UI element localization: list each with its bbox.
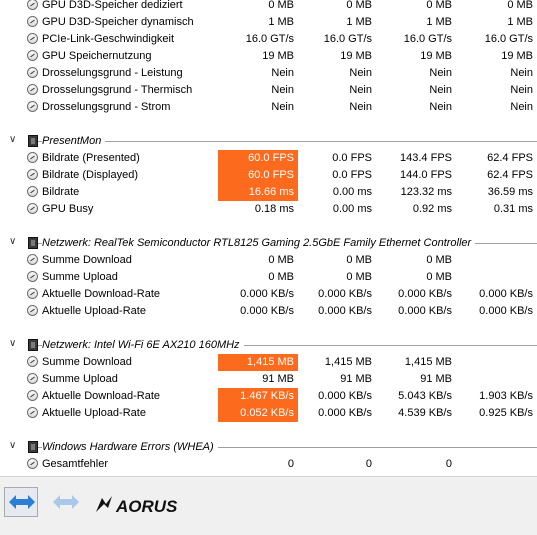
value-max: 0 xyxy=(445,458,452,470)
sensor-row[interactable] xyxy=(0,388,537,405)
gauge-icon xyxy=(27,373,38,384)
sensor-row[interactable] xyxy=(0,31,537,48)
double-arrow-icon xyxy=(52,493,80,511)
value-max: 0.000 KB/s xyxy=(398,305,452,317)
value-min: 0 MB xyxy=(346,254,372,266)
sensor-label: Drosselungsgrund - Strom xyxy=(42,101,171,113)
group-title-wrap xyxy=(42,133,105,150)
group-separator xyxy=(35,141,537,142)
value-max: 1,415 MB xyxy=(404,356,452,368)
value-max: 123.32 ms xyxy=(400,186,452,198)
value-current: 60.0 FPS xyxy=(218,150,298,167)
sensor-row[interactable] xyxy=(0,269,537,286)
chip-icon xyxy=(28,339,38,351)
value-max: 0 MB xyxy=(426,0,452,11)
double-arrow-icon xyxy=(8,493,36,511)
value-current: 91 MB xyxy=(262,373,294,385)
gauge-icon xyxy=(27,0,38,10)
chevron-down-icon[interactable]: ∨ xyxy=(9,236,17,247)
sensor-row[interactable] xyxy=(0,405,537,422)
gauge-icon xyxy=(27,271,38,282)
value-avg xyxy=(458,252,537,269)
gauge-icon xyxy=(27,169,38,180)
value-avg: 0.925 KB/s xyxy=(479,407,533,419)
gauge-icon xyxy=(27,254,38,265)
sensor-label: GPU D3D-Speicher dynamisch xyxy=(42,16,194,28)
value-current: 1,415 MB xyxy=(218,354,298,371)
status-bar xyxy=(0,476,537,535)
value-max: 0.92 ms xyxy=(412,203,452,215)
sensor-row[interactable] xyxy=(0,286,537,303)
sensor-group-header[interactable] xyxy=(0,235,537,252)
value-avg: 16.0 GT/s xyxy=(484,33,533,45)
sensor-row[interactable] xyxy=(0,65,537,82)
value-current: 0.000 KB/s xyxy=(240,305,294,317)
group-title-wrap xyxy=(42,439,218,456)
value-max: 0 MB xyxy=(426,254,452,266)
gauge-icon xyxy=(27,458,38,469)
value-max: 5.043 KB/s xyxy=(398,390,452,402)
sensor-label: Aktuelle Download-Rate xyxy=(42,288,161,300)
value-avg: 1.903 KB/s xyxy=(479,390,533,402)
value-avg: 36.59 ms xyxy=(487,186,533,198)
sensor-label: GPU Speichernutzung xyxy=(42,50,152,62)
gauge-icon xyxy=(27,50,38,61)
chevron-down-icon[interactable]: ∨ xyxy=(9,338,17,349)
gauge-icon xyxy=(27,305,38,316)
value-min: 0.00 ms xyxy=(332,203,372,215)
sensor-label: Summe Download xyxy=(42,356,132,368)
value-current: 16.66 ms xyxy=(218,184,298,201)
value-avg xyxy=(458,371,537,388)
value-current: 60.0 FPS xyxy=(218,167,298,184)
sensor-label: Aktuelle Upload-Rate xyxy=(42,407,146,419)
group-title: Netzwerk: Intel Wi-Fi 6E AX210 160MHz xyxy=(42,339,240,351)
value-avg xyxy=(458,354,537,371)
value-min: 16.0 GT/s xyxy=(323,33,372,45)
value-min: 19 MB xyxy=(340,50,372,62)
value-avg: 0.000 KB/s xyxy=(479,288,533,300)
sensor-label: Aktuelle Upload-Rate xyxy=(42,305,146,317)
gauge-icon xyxy=(27,186,38,197)
value-avg: 0 MB xyxy=(507,0,533,11)
value-max: 0 MB xyxy=(426,271,452,283)
aorus-logo xyxy=(94,494,190,521)
sensor-row[interactable] xyxy=(0,150,537,167)
value-avg xyxy=(458,269,537,286)
gauge-icon xyxy=(27,356,38,367)
value-avg: 0.000 KB/s xyxy=(479,305,533,317)
sensor-label: Summe Download xyxy=(42,254,132,266)
sensor-group-header[interactable] xyxy=(0,337,537,354)
sensor-label: PCIe-Link-Geschwindigkeit xyxy=(42,33,175,45)
value-min: Nein xyxy=(349,67,372,79)
value-max: Nein xyxy=(429,67,452,79)
gauge-icon xyxy=(27,67,38,78)
group-title-wrap xyxy=(42,337,244,354)
value-avg: Nein xyxy=(510,67,533,79)
sensor-row[interactable] xyxy=(0,184,537,201)
value-max: 16.0 GT/s xyxy=(403,33,452,45)
sensor-label: Bildrate (Presented) xyxy=(42,152,140,164)
sensor-row[interactable] xyxy=(0,456,537,473)
value-min: 0.000 KB/s xyxy=(318,390,372,402)
value-avg: 0.31 ms xyxy=(493,203,533,215)
sensor-row[interactable] xyxy=(0,82,537,99)
aorus-eagle-icon xyxy=(94,494,190,518)
sensor-label: GPU D3D-Speicher dediziert xyxy=(42,0,183,11)
chevron-down-icon[interactable]: ∨ xyxy=(9,440,17,451)
sensor-label: Summe Upload xyxy=(42,271,118,283)
value-min: 0.0 FPS xyxy=(332,152,372,164)
gauge-icon xyxy=(27,390,38,401)
value-current: 1 MB xyxy=(268,16,294,28)
value-max: 4.539 KB/s xyxy=(398,407,452,419)
value-max: 1 MB xyxy=(426,16,452,28)
value-max: 91 MB xyxy=(420,373,452,385)
sensor-row[interactable] xyxy=(0,14,537,31)
navigate-button-disabled[interactable] xyxy=(48,487,82,517)
value-avg: 19 MB xyxy=(501,50,533,62)
sensor-group-header[interactable] xyxy=(0,133,537,150)
value-current: Nein xyxy=(271,84,294,96)
value-current: Nein xyxy=(271,101,294,113)
sensor-row[interactable] xyxy=(0,0,537,14)
value-min: Nein xyxy=(349,101,372,113)
chip-icon xyxy=(28,441,38,453)
sensor-label: Drosselungsgrund - Leistung xyxy=(42,67,183,79)
sensor-label: GPU Busy xyxy=(42,203,94,215)
sensor-label: Bildrate xyxy=(42,186,80,198)
value-current: 19 MB xyxy=(262,50,294,62)
value-max: 144.0 FPS xyxy=(400,169,452,181)
value-min: 0 MB xyxy=(346,271,372,283)
sensor-row[interactable] xyxy=(0,167,537,184)
value-current: Nein xyxy=(271,67,294,79)
value-avg: 62.4 FPS xyxy=(487,169,533,181)
value-current: 0.052 KB/s xyxy=(218,405,298,422)
chip-icon xyxy=(28,135,38,147)
group-title: Netzwerk: RealTek Semiconductor RTL8125 Gaming 2.5GbE Family Ethernet Controller xyxy=(42,237,472,249)
value-min: 0.0 FPS xyxy=(332,169,372,181)
value-max: 143.4 FPS xyxy=(400,152,452,164)
value-min: 0.000 KB/s xyxy=(318,305,372,317)
value-avg: 1 MB xyxy=(507,16,533,28)
navigate-button[interactable] xyxy=(4,487,38,517)
gauge-icon xyxy=(27,16,38,27)
value-min: Nein xyxy=(349,84,372,96)
sensor-row[interactable] xyxy=(0,371,537,388)
chevron-down-icon[interactable]: ∨ xyxy=(9,134,17,145)
svg-text:AORUS: AORUS xyxy=(116,497,178,516)
value-current: 16.0 GT/s xyxy=(245,33,294,45)
value-min: 1,415 MB xyxy=(324,356,372,368)
value-avg: Nein xyxy=(510,84,533,96)
value-avg: 62.4 FPS xyxy=(487,152,533,164)
value-avg xyxy=(458,456,537,473)
value-current: 0 xyxy=(287,458,294,470)
value-max: Nein xyxy=(429,101,452,113)
sensor-row[interactable] xyxy=(0,354,537,371)
sensor-row[interactable] xyxy=(0,201,537,218)
sensor-label: Aktuelle Download-Rate xyxy=(42,390,161,402)
value-min: 0 MB xyxy=(346,0,372,11)
gauge-icon xyxy=(27,101,38,112)
gauge-icon xyxy=(27,84,38,95)
value-max: 19 MB xyxy=(420,50,452,62)
gauge-icon xyxy=(27,152,38,163)
group-title: PresentMon xyxy=(42,135,102,147)
value-current: 1.467 KB/s xyxy=(218,388,298,405)
sensor-row[interactable] xyxy=(0,303,537,320)
sensor-label: Summe Upload xyxy=(42,373,118,385)
sensor-row[interactable] xyxy=(0,48,537,65)
chip-icon xyxy=(28,237,38,249)
value-current: 0 MB xyxy=(268,271,294,283)
value-current: 0.18 ms xyxy=(254,203,294,215)
value-min: 1 MB xyxy=(346,16,372,28)
value-current: 0 MB xyxy=(268,0,294,11)
gauge-icon xyxy=(27,203,38,214)
sensor-row[interactable] xyxy=(0,252,537,269)
value-min: 0.000 KB/s xyxy=(318,407,372,419)
value-min: 0.000 KB/s xyxy=(318,288,372,300)
value-min: 0.00 ms xyxy=(332,186,372,198)
gauge-icon xyxy=(27,407,38,418)
value-max: 0.000 KB/s xyxy=(398,288,452,300)
group-title-wrap xyxy=(42,235,475,252)
value-current: 0.000 KB/s xyxy=(240,288,294,300)
value-max: Nein xyxy=(429,84,452,96)
sensor-label: Bildrate (Displayed) xyxy=(42,169,138,181)
group-title: Windows Hardware Errors (WHEA) xyxy=(42,441,214,453)
sensor-row[interactable] xyxy=(0,99,537,116)
gauge-icon xyxy=(27,288,38,299)
value-current: 0 MB xyxy=(268,254,294,266)
value-avg: Nein xyxy=(510,101,533,113)
gauge-icon xyxy=(27,33,38,44)
sensor-group-header[interactable] xyxy=(0,439,537,456)
value-min: 91 MB xyxy=(340,373,372,385)
sensor-label: Gesamtfehler xyxy=(42,458,109,470)
sensor-label: Drosselungsgrund - Thermisch xyxy=(42,84,193,96)
value-min: 0 xyxy=(365,458,372,470)
